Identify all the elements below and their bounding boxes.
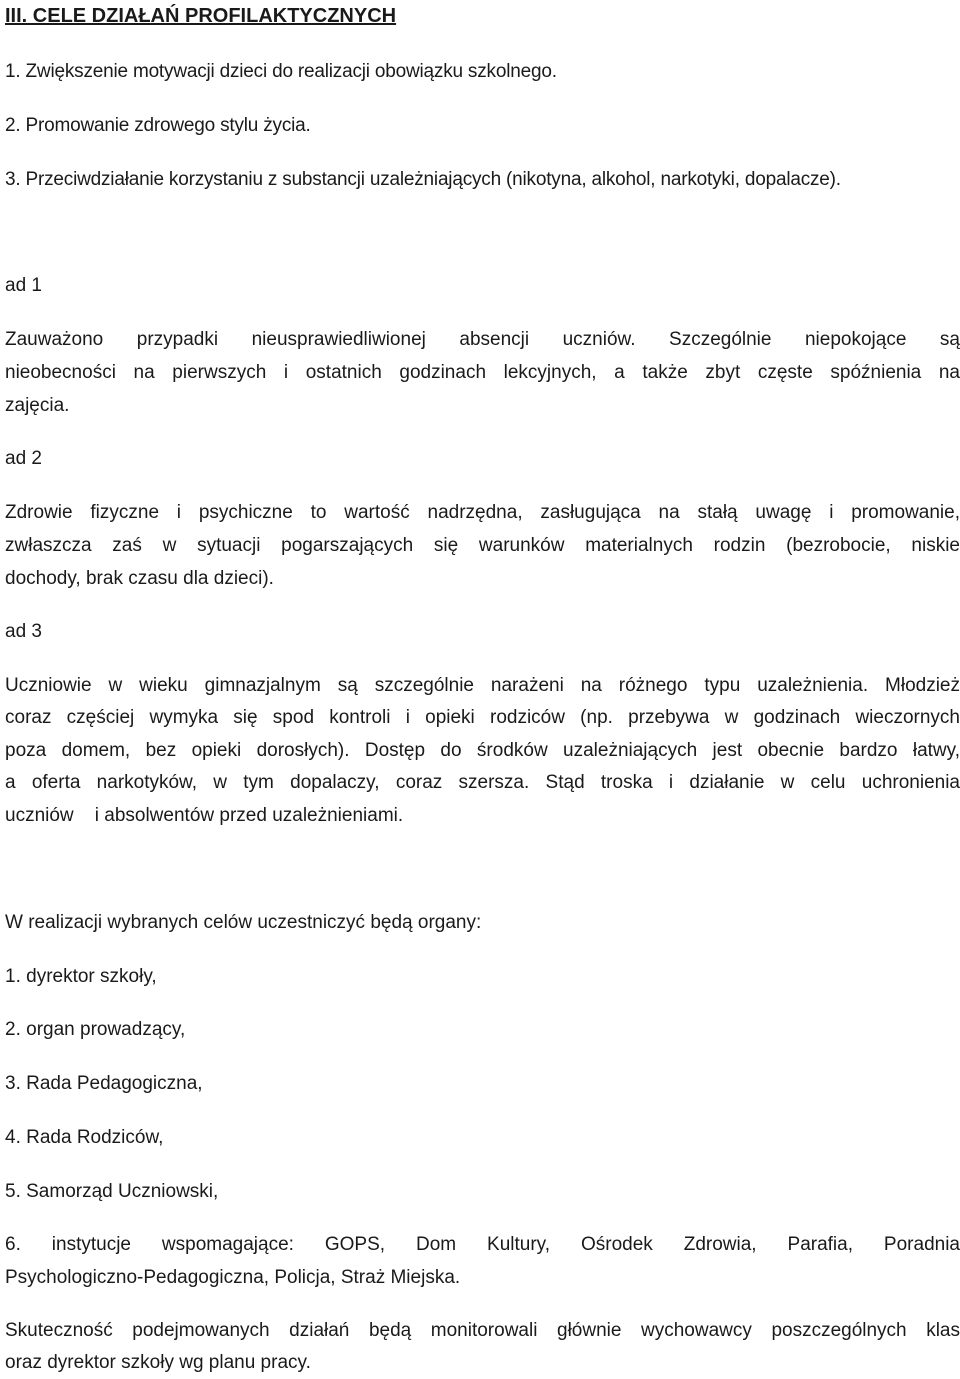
organ-item-6-line-1: 6. instytucje wspomagające: GOPS, Dom Kultury, Ośrodek Zdrowia, Parafia, Poradnia: [5, 1234, 960, 1255]
ad2-line-2: zwłaszcza zaś w sytuacji pogarszających się warunków materialnych rodzin (bezrobocie, niskie: [5, 535, 960, 556]
organ-item-4: 4. Rada Rodziców,: [5, 1127, 164, 1148]
organ-item-6-line-2: Psychologiczno-Pedagogiczna, Policja, Straż Miejska.: [5, 1267, 461, 1288]
goal-3: 3. Przeciwdziałanie korzystaniu z substancji uzależniających (nikotyna, alkohol, narkotyki, dopalacze).: [5, 169, 841, 190]
ad3-line-5: uczniów i absolwentów przed uzależnieniami.: [5, 805, 404, 826]
ad2-heading: ad 2: [5, 448, 42, 469]
organs-intro: W realizacji wybranych celów uczestniczyć będą organy:: [5, 912, 482, 933]
organ-item-3: 3. Rada Pedagogiczna,: [5, 1073, 203, 1094]
ad3-heading: ad 3: [5, 621, 42, 642]
section-title: III. CELE DZIAŁAŃ PROFILAKTYCZNYCH: [5, 5, 397, 27]
organ-item-5: 5. Samorząd Uczniowski,: [5, 1181, 219, 1202]
ad1-line-2: nieobecności na pierwszych i ostatnich godzinach lekcyjnych, a także zbyt częste spóźnienia na: [5, 362, 960, 383]
ad1-line-1: Zauważono przypadki nieusprawiedliwionej absencji uczniów. Szczególnie niepokojące są: [5, 329, 960, 350]
organ-item-1: 1. dyrektor szkoły,: [5, 966, 157, 987]
ad2-line-1: Zdrowie fizyczne i psychiczne to wartość nadrzędna, zasługująca na stałą uwagę i promowanie,: [5, 502, 960, 523]
ad1-line-3: zajęcia.: [5, 395, 70, 416]
monitoring-line-1: Skuteczność podejmowanych działań będą monitorowali głównie wychowawcy poszczególnych klas: [5, 1320, 960, 1341]
ad2-line-3: dochody, brak czasu dla dzieci).: [5, 568, 274, 589]
organ-item-2: 2. organ prowadzący,: [5, 1019, 186, 1040]
goal-1: 1. Zwiększenie motywacji dzieci do realizacji obowiązku szkolnego.: [5, 61, 557, 82]
ad3-line-2: coraz częściej wymyka się spod kontroli i opieki rodziców (np. przebywa w godzinach wieczornych: [5, 707, 960, 728]
ad3-line-1: Uczniowie w wieku gimnazjalnym są szczególnie narażeni na różnego typu uzależnienia. Młodzież: [5, 675, 960, 696]
goal-2: 2. Promowanie zdrowego stylu życia.: [5, 115, 311, 136]
monitoring-line-2: oraz dyrektor szkoły wg planu pracy.: [5, 1352, 311, 1373]
ad3-line-3: poza domem, bez opieki dorosłych). Dostęp do środków uzależniających jest obecnie bardzo łatwy,: [5, 740, 960, 761]
ad3-line-4: a oferta narkotyków, w tym dopalaczy, coraz szersza. Stąd troska i działanie w celu uchronienia: [5, 772, 960, 793]
ad1-heading: ad 1: [5, 275, 42, 296]
